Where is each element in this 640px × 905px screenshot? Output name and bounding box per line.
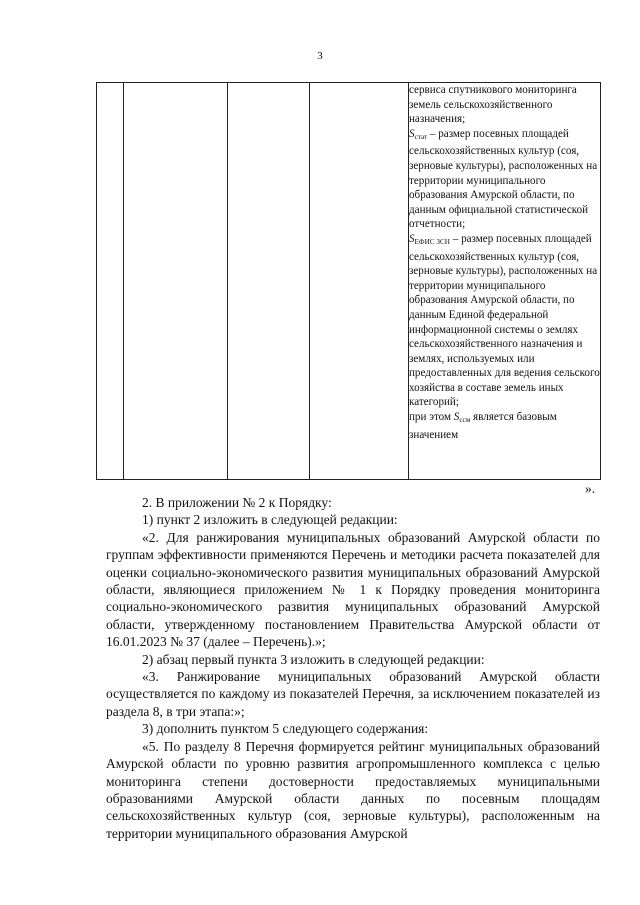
paragraph: 1) пункт 2 изложить в следующей редакции:	[142, 512, 398, 528]
cell-paragraph: при этом $S_{ссм}$ является базовым значением	[409, 411, 557, 441]
table-cell-empty	[228, 83, 310, 480]
paragraph: «3. Ранжирование муниципальных образований Амурской области осуществляется по каждому из показателей Перечня, за исключением показателей из раздела 8, в три этапа:»;	[106, 669, 600, 719]
cell-paragraph: сервиса спутникового мониторинга земель сельскохозяйственного назначения;	[409, 84, 577, 126]
paragraph: «2. Для ранжирования муниципальных образований Амурской области по группам эффективности применяются Перечень и методики расчета показателей для оценки социально-экономического развития муниципальных образований Амурской области, являющиеся приложением № 1 к Порядку проведения мониторинга социально-экономического развития муниципальных образований Амурской области, утвержденному постановлением Правительства Амурской области от 16.01.2023 № 37 (далее – Перечень).»;	[106, 529, 600, 650]
table-cell-empty	[97, 83, 124, 480]
paragraph: 2) абзац первый пункта 3 изложить в следующей редакции:	[142, 651, 485, 667]
cell-paragraph: $S_{ЕФИС ЗСН}$ – размер посевных площадей сельскохозяйственных культур (соя, зерновые культуры), расположенных на территории муниципального образования Амурской области, по данным Единой федеральной информационной системы о землях сельскохозяйственного назначения и землях, используемых или предоставленных для ведения сельского хозяйства в составе земель иных категорий;	[409, 232, 600, 409]
paragraph: «5. По разделу 8 Перечня формируется рейтинг муниципальных образований Амурской области по уровню развития агропромышленного комплекса с целью мониторинга степени достоверности предоставляемых муниципальными образованиями Амурской области данных по посевным площадям сельскохозяйственных культур (соя, зерновые культуры), расположенным на территории муниципального образования Амурской	[106, 738, 600, 841]
page-number: 3	[317, 50, 323, 62]
table-row	[97, 83, 601, 480]
table-cell-empty	[124, 83, 228, 480]
table-cell-empty	[310, 83, 409, 480]
cell-paragraph: $S_{стат}$ – размер посевных площадей сельскохозяйственных культур (соя, зерновые культуры), расположенных на территории муниципального образования Амурской области, по данным официальной статистической отчетности;	[409, 127, 598, 231]
paragraph: 3) дополнить пунктом 5 следующего содержания:	[142, 721, 429, 737]
table-cell-formula-description	[409, 83, 601, 480]
paragraph: 2. В приложении № 2 к Порядку:	[142, 495, 332, 510]
closing-quote: ».	[585, 481, 596, 496]
document-body	[106, 494, 600, 842]
continued-table	[96, 82, 601, 480]
